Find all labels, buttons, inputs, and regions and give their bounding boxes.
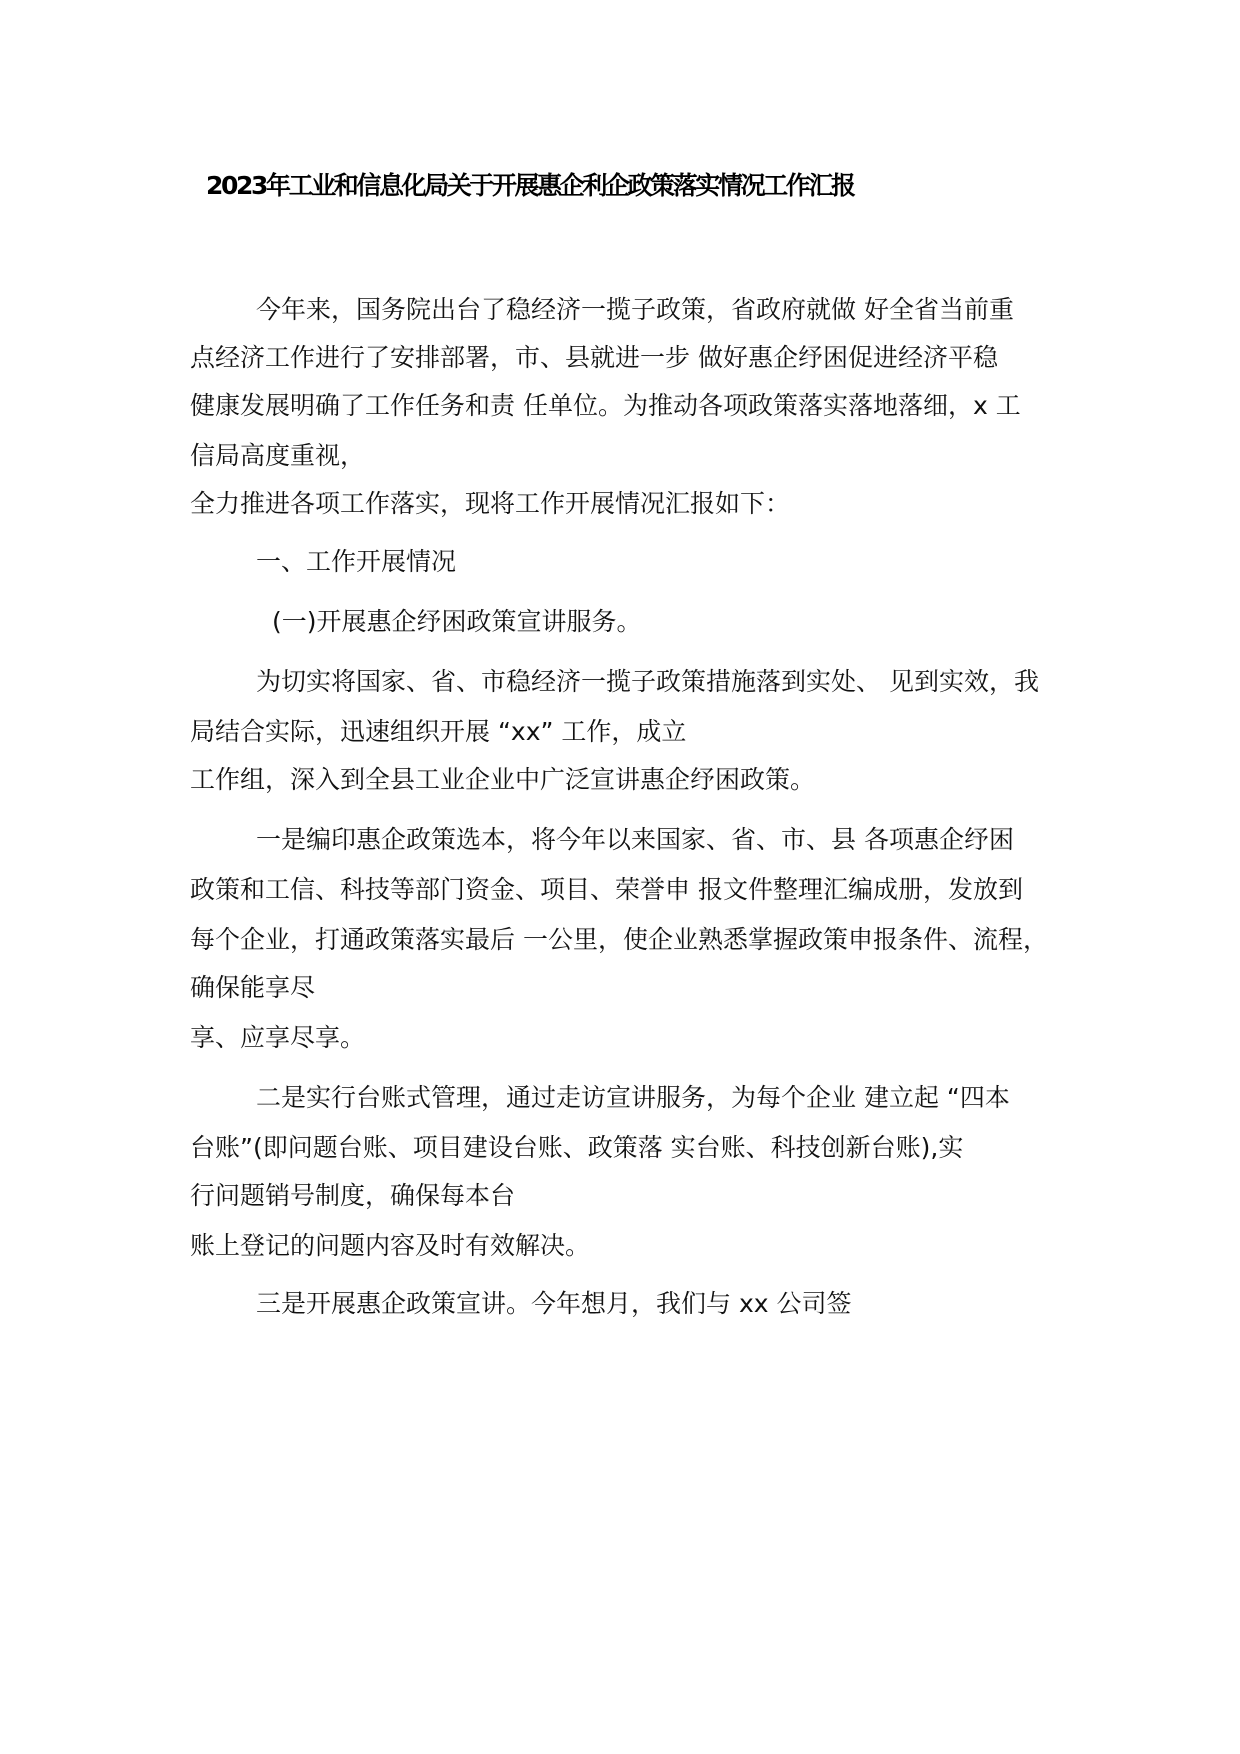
body-line-17: 台账”(即问题台账、项目建设台账、政策落 实台账、科技创新台账),实 — [190, 1133, 964, 1162]
body-line-8: 为切实将国家、省、市稳经济一揽子政策措施落到实处、 见到实效，我 — [256, 667, 1039, 696]
body-line-1: 今年来，国务院出台了稳经济一揽子政策，省政府就做 好全省当前重 — [256, 295, 1014, 324]
body-line-11: 一是编印惠企政策选本，将今年以来国家、省、市、县 各项惠企纾困 — [256, 825, 1014, 854]
body-line-10: 工作组，深入到全县工业企业中广泛宣讲惠企纾困政策。 — [190, 765, 816, 794]
body-line-20: 三是开展惠企政策宣讲。今年想月，我们与 xx 公司签 — [256, 1289, 852, 1318]
body-line-3: 健康发展明确了工作任务和责 任单位。为推动各项政策落实落地落细，x 工 — [190, 391, 1021, 420]
document-title: 2023年工业和信息化局关于开展惠企利企政策落实情况工作汇报 — [206, 171, 854, 200]
body-line-16: 二是实行台账式管理，通过走访宣讲服务，为每个企业 建立起 “四本 — [256, 1083, 1010, 1112]
body-line-4: 信局高度重视， — [190, 441, 366, 470]
section-heading-1: 一、工作开展情况 — [256, 547, 457, 576]
body-line-19: 账上登记的问题内容及时有效解决。 — [190, 1231, 591, 1260]
body-line-14: 确保能享尽 — [190, 973, 316, 1002]
subsection-heading-1: (一)开展惠企纾困政策宣讲服务。 — [272, 607, 642, 636]
body-line-18: 行问题销号制度，确保每本台 — [190, 1181, 516, 1210]
body-line-2: 点经济工作进行了安排部署，市、县就进一步 做好惠企纾困促进经济平稳 — [190, 343, 998, 372]
body-line-13: 每个企业，打通政策落实最后 一公里，使企业熟悉掌握政策申报条件、流程， — [190, 925, 1048, 954]
body-line-9: 局结合实际，迅速组织开展 “xx” 工作，成立 — [190, 717, 687, 746]
body-line-15: 享、应享尽享。 — [190, 1023, 366, 1052]
body-line-12: 政策和工信、科技等部门资金、项目、荣誉申 报文件整理汇编成册，发放到 — [190, 875, 1023, 904]
body-line-5: 全力推进各项工作落实，现将工作开展情况汇报如下： — [190, 489, 791, 518]
